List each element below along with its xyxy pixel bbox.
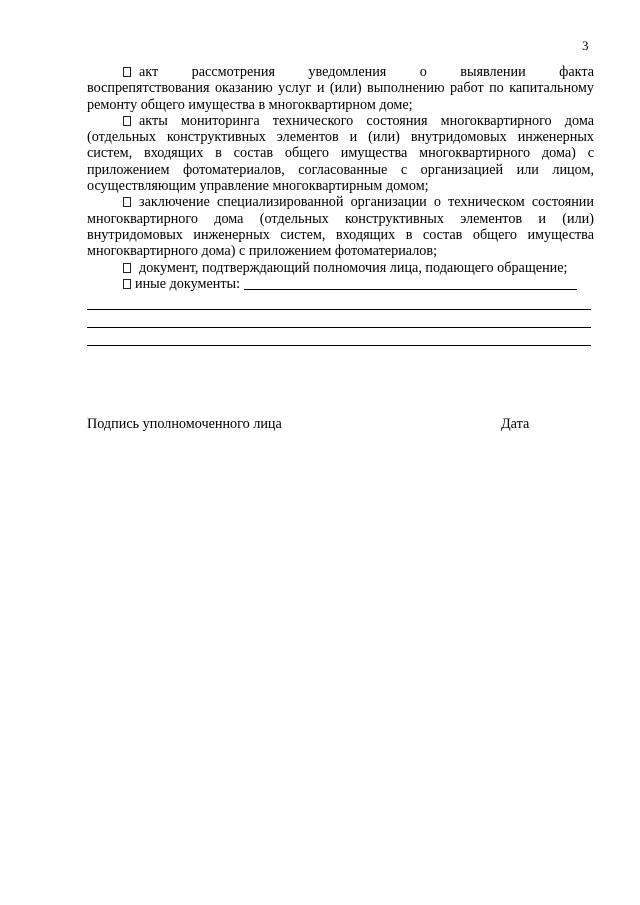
checkbox-icon[interactable]	[123, 197, 131, 207]
checkbox-icon[interactable]	[123, 263, 131, 273]
other-documents-field[interactable]	[244, 277, 577, 290]
checkbox-item-authority-document	[87, 260, 594, 276]
date-label: Дата	[501, 416, 530, 432]
other-documents-field-line[interactable]	[87, 310, 591, 328]
checkbox-item-expert-conclusion	[87, 194, 594, 259]
page-number: 3	[582, 38, 589, 53]
item-text: заключение специализированной организации о техническом состоянии многоквартирного дома (отдельных конструктивных элементов и (или) внутридомовых инженерных систем, входящих в состав общего имущества многоквартирного дома) с приложением фотоматериалов;	[87, 194, 594, 260]
checkbox-icon[interactable]	[123, 67, 131, 77]
checkbox-item-violation-act	[87, 64, 594, 80]
other-documents-label: иные документы:	[135, 275, 241, 292]
item-text: воспрепятствования оказанию услуг и (или) выполнению работ по капитальному ремонту общего имущества в многоквартирном доме;	[87, 80, 594, 113]
signature-row	[87, 416, 547, 433]
checkbox-item-other-documents	[87, 276, 594, 292]
checkbox-item-monitoring-acts	[87, 113, 594, 194]
checkbox-icon[interactable]	[123, 116, 131, 126]
item-text: акт рассмотрения уведомления о выявлении факта	[139, 64, 594, 80]
document-body	[87, 64, 594, 346]
item-text: документ, подтверждающий полномочия лица, подающего обращение;	[139, 259, 568, 276]
checkbox-item-violation-act-continued	[87, 80, 594, 113]
other-documents-field-line[interactable]	[87, 328, 591, 346]
other-documents-field-line[interactable]	[87, 292, 591, 310]
item-text: акты мониторинга технического состояния многоквартирного дома (отдельных конструктивных элементов и (или) внутридомовых инженерных систем, входящих в состав общего имущества многоквартирного дома) с приложением фотоматериалов, согласованные с организацией или лицом, осуществляющим управление многоквартирным домом;	[87, 112, 594, 195]
checkbox-icon[interactable]	[123, 279, 131, 289]
signature-label: Подпись уполномоченного лица	[87, 416, 282, 432]
